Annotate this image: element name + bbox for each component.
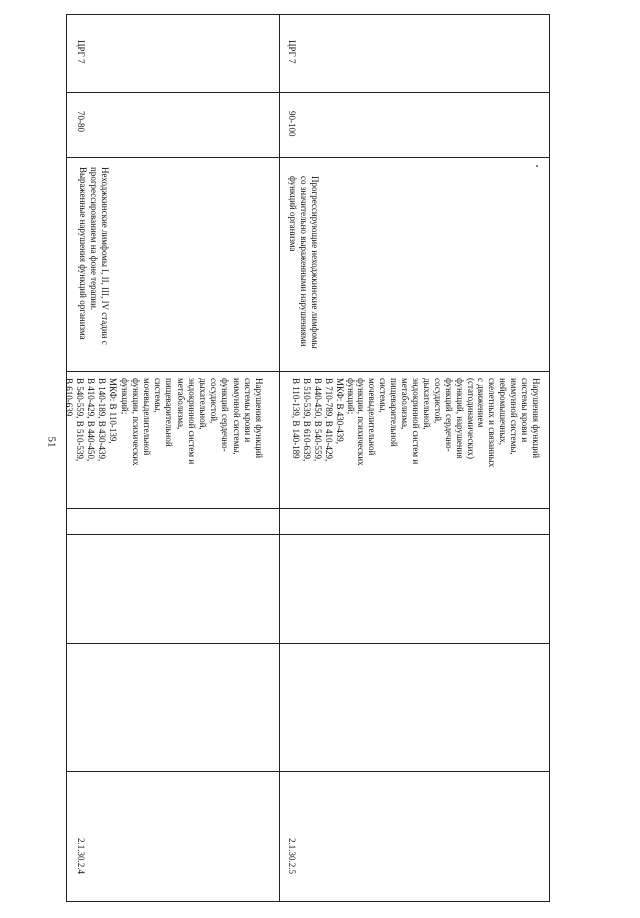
row-1-group: ЦРГ 7 xyxy=(76,40,86,64)
row-1-percent: 70-80 xyxy=(76,111,86,132)
column-separator-description xyxy=(66,371,550,372)
row-1-description: Неходжкинские лимфомы I, II, III, IV стадии с прогрессированием на фоне терапии. Выраженные нарушения функций организма xyxy=(77,167,110,345)
page-number: 51 xyxy=(45,436,58,448)
column-separator-empty-3 xyxy=(66,771,550,772)
scan-speck xyxy=(536,165,538,167)
column-separator-empty-2 xyxy=(66,643,550,644)
row-2-group: ЦРГ 7 xyxy=(287,40,297,64)
row-1-code: 2.1.30.2.4 xyxy=(76,838,86,874)
row-2-percent: 90-100 xyxy=(287,111,297,137)
column-separator-empty-1 xyxy=(66,534,550,535)
column-separator-group xyxy=(66,92,550,93)
column-separator-disorders xyxy=(66,508,550,509)
row-1-disorders: Нарушения функций системы крови и иммунной системы, функций сердечно- сосудистой, дыхательной, эндокринной систем и метаболизма, пищеварительной системы, мочевыделительной функции, психических функций; МКФ: В 110-139, В 140-189, В 430-439, В 410-429, В 440-450, В 540-559, В 510-539, В 610-639 xyxy=(63,378,264,466)
row-2-code: 2.1.30.2.5 xyxy=(287,838,297,874)
row-2-description: Прогрессирующие неходжкинские лимфомы со значительно выраженными нарушениями функций организма xyxy=(287,176,320,349)
row-2-disorders: Нарушения функций системы крови и иммунной системы, нейромышечных, скелетных и связанных с движением (статодинамических) функций, нарушения функций сердечно- сосудистой, дыхательной, эндокринной систем и метаболизма, пищеварительной системы, мочевыделительной функции, психических функций; МКФ: В 430-439, В 710-789, В 410-429, В 440-450, В 540-559, В 510-539, В 610-639, В 110-139, В 140-189 xyxy=(291,378,541,468)
column-separator-percent xyxy=(66,157,550,158)
row-separator xyxy=(279,14,280,902)
